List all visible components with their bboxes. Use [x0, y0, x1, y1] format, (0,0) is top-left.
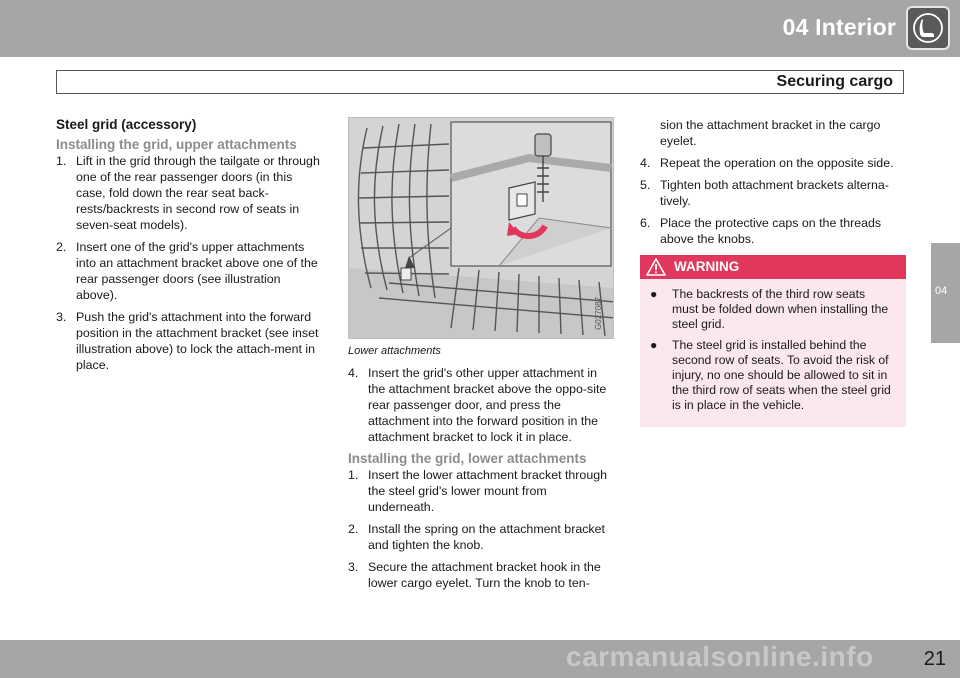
step-text: Repeat the operation on the opposite side.	[660, 156, 894, 170]
step-item	[640, 155, 906, 171]
subheading-upper-attachments: Installing the grid, upper attachments	[56, 137, 297, 152]
step-number: 1.	[56, 154, 67, 168]
steps-list-upper-continued	[348, 365, 616, 445]
step-text: Secure the attachment bracket hook in the lower cargo eyelet. Turn the knob to ten-	[368, 560, 601, 590]
chapter-title: 04 Interior	[782, 14, 896, 40]
warning-text: The backrests of the third row seats must be folded down when installing the steel grid.	[672, 287, 889, 331]
step-item	[348, 521, 616, 553]
steps-list-upper	[56, 153, 324, 373]
step-text: Install the spring on the attachment bracket and tighten the knob.	[368, 522, 605, 552]
step-number: 2.	[56, 240, 67, 254]
page-number: 21	[923, 648, 946, 670]
column-2	[348, 117, 616, 597]
step-item	[348, 559, 616, 591]
section-title: Securing cargo	[776, 73, 893, 90]
step-item	[640, 177, 906, 209]
step-text: Insert the lower attachment bracket through the steel grid's lower mount from underneath.	[368, 468, 607, 514]
subheading-lower-attachments: Installing the grid, lower attachments	[348, 451, 587, 466]
step-text: Insert the grid's other upper attachment in the attachment bracket above the oppo-site rear passenger door, and press the attachment into the forward position in the attachment bracket to lock it in place.	[368, 366, 607, 444]
step-number: 6.	[640, 216, 651, 230]
step-number: 3.	[348, 560, 359, 574]
step-number: 4.	[348, 366, 359, 380]
steps-list-lower	[348, 467, 616, 591]
warning-item	[648, 287, 894, 332]
step-text: Tighten both attachment brackets alterna-tively.	[660, 178, 889, 208]
bullet-icon: ●	[650, 287, 658, 301]
step-item	[56, 153, 324, 233]
step-text: Push the grid's attachment into the forward position in the attachment bracket (see inset illustration above) to lock the attach-ment in place.	[76, 310, 319, 372]
steps-list-lower-continued	[640, 155, 906, 247]
step-continuation: sion the attachment bracket in the cargo eyelet.	[660, 118, 881, 148]
step-item	[348, 467, 616, 515]
step-item	[56, 309, 324, 373]
step-number: 1.	[348, 468, 359, 482]
column-1	[56, 117, 324, 379]
chapter-side-tab	[931, 243, 960, 343]
step-text: Insert one of the grid's upper attachments into an attachment bracket above one of the rear passenger doors (see illustration above).	[76, 240, 318, 302]
column-3	[640, 117, 906, 427]
step-number: 5.	[640, 178, 651, 192]
section-bar	[56, 70, 904, 94]
header-band	[0, 0, 960, 57]
step-number: 3.	[56, 310, 67, 324]
step-number: 2.	[348, 522, 359, 536]
warning-title: WARNING	[674, 259, 740, 274]
warning-box	[640, 255, 906, 427]
step-text: Lift in the grid through the tailgate or through one of the rear passenger doors (in this case, fold down the rear seat back-rests/backrests in second row of seats in seven-seat models).	[76, 154, 320, 232]
seat-icon	[906, 6, 950, 50]
section-heading: Steel grid (accessory)	[56, 117, 197, 132]
warning-text: The steel grid is installed behind the second row of seats. To avoid the risk of injury, no one should be allowed to sit in the third row of seats when the steel grid is in place in the vehicle.	[672, 338, 891, 412]
warning-header	[640, 255, 906, 279]
step-item	[640, 215, 906, 247]
figure-code: G027087	[594, 297, 603, 330]
lower-attachments-illustration	[348, 117, 614, 339]
grid-illustration	[349, 118, 614, 339]
watermark: carmanualsonline.info	[566, 641, 874, 672]
warning-list	[640, 279, 906, 413]
warning-triangle-icon	[646, 258, 666, 280]
step-item	[56, 239, 324, 303]
step-item	[348, 365, 616, 445]
side-tab-label: 04	[935, 285, 948, 297]
bullet-icon: ●	[650, 338, 658, 352]
step-number: 4.	[640, 156, 651, 170]
warning-item	[648, 338, 894, 413]
step-text: Place the protective caps on the threads above the knobs.	[660, 216, 882, 246]
figure-caption: Lower attachments	[348, 345, 441, 357]
